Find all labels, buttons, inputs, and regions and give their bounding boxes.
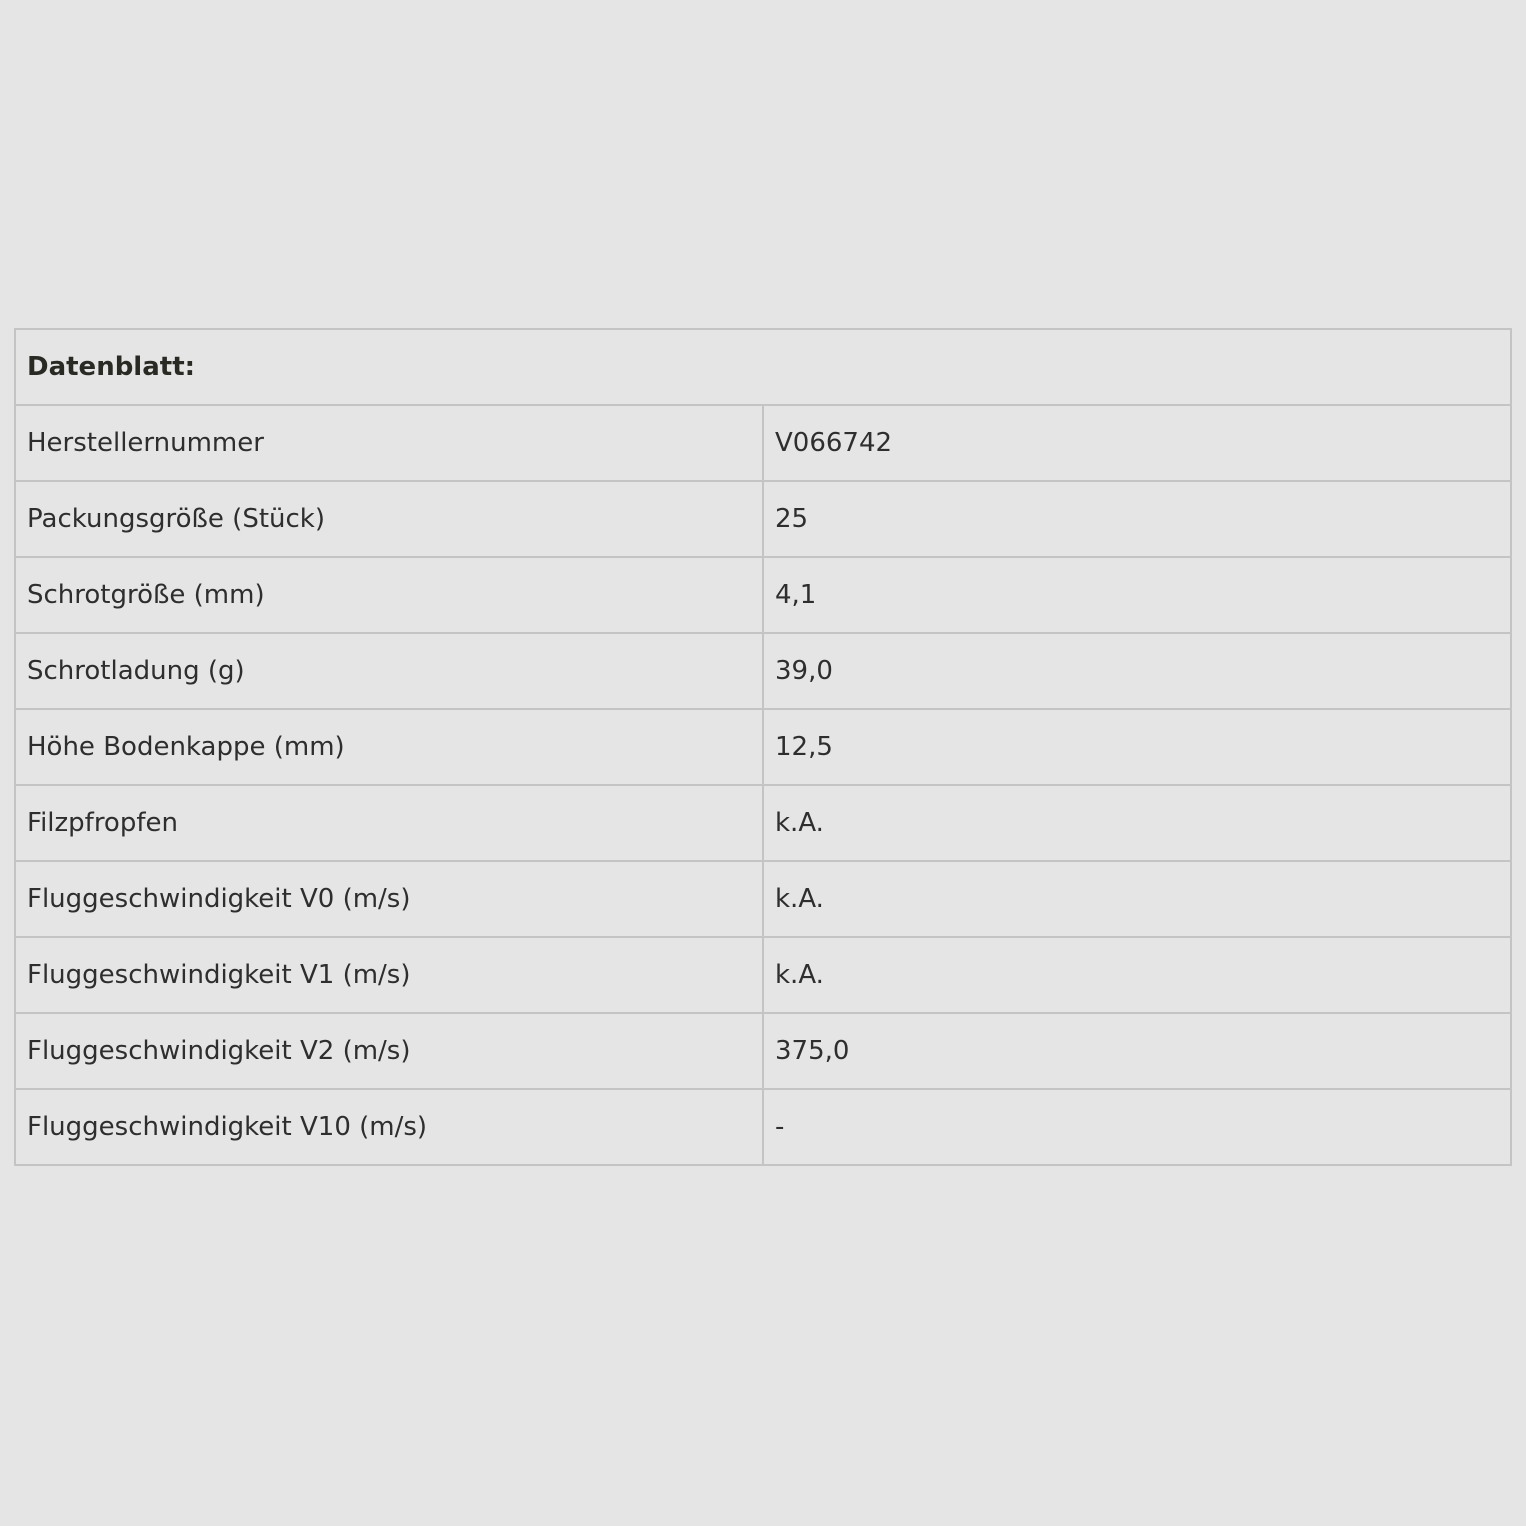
row-value: 375,0 — [763, 1013, 1511, 1089]
row-value: 12,5 — [763, 709, 1511, 785]
table-row — [15, 633, 1511, 709]
row-label: Fluggeschwindigkeit V2 (m/s) — [15, 1013, 763, 1089]
table-row — [15, 481, 1511, 557]
row-value: V066742 — [763, 405, 1511, 481]
datasheet-title: Datenblatt: — [15, 329, 1511, 405]
table-row — [15, 405, 1511, 481]
row-value: k.A. — [763, 937, 1511, 1013]
table-row — [15, 1013, 1511, 1089]
table-row — [15, 785, 1511, 861]
table-row — [15, 861, 1511, 937]
row-label: Schrotgröße (mm) — [15, 557, 763, 633]
table-row — [15, 937, 1511, 1013]
row-value: k.A. — [763, 785, 1511, 861]
row-label: Packungsgröße (Stück) — [15, 481, 763, 557]
row-label: Filzpfropfen — [15, 785, 763, 861]
row-label: Herstellernummer — [15, 405, 763, 481]
row-label: Höhe Bodenkappe (mm) — [15, 709, 763, 785]
row-value: 25 — [763, 481, 1511, 557]
row-value: - — [763, 1089, 1511, 1165]
row-label: Schrotladung (g) — [15, 633, 763, 709]
datasheet-table — [14, 328, 1512, 1166]
table-row — [15, 557, 1511, 633]
table-row — [15, 709, 1511, 785]
row-value: k.A. — [763, 861, 1511, 937]
row-label: Fluggeschwindigkeit V1 (m/s) — [15, 937, 763, 1013]
row-value: 39,0 — [763, 633, 1511, 709]
row-label: Fluggeschwindigkeit V10 (m/s) — [15, 1089, 763, 1165]
datasheet-header-row — [15, 329, 1511, 405]
row-label: Fluggeschwindigkeit V0 (m/s) — [15, 861, 763, 937]
row-value: 4,1 — [763, 557, 1511, 633]
table-row — [15, 1089, 1511, 1165]
